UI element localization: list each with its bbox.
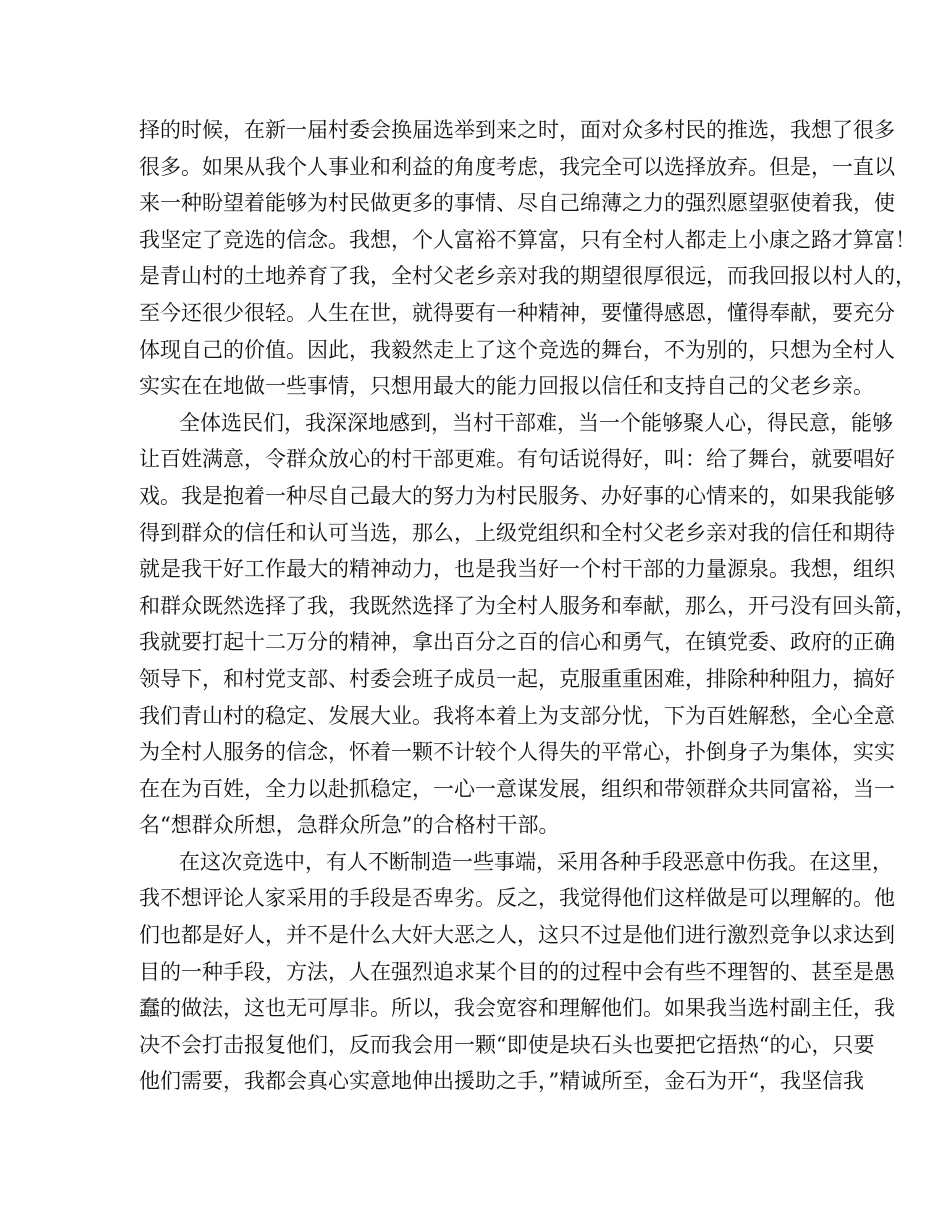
text-line: 和群众既然选择了我，我既然选择了为全村人服务和奉献，那么，开弓没有回头箭， — [139, 593, 916, 618]
text-line: 很多。如果从我个人事业和利益的角度考虑，我完全可以选择放弃。但是，一直以 — [139, 154, 895, 179]
text-line: 得到群众的信任和认可当选，那么，上级党组织和全村父老乡亲对我的信任和期待 — [139, 520, 895, 545]
text-line: 我们青山村的稳定、发展大业。我将本着上为支部分忧，下为百姓解愁，全心全意 — [139, 703, 895, 728]
text-line: 我就要打起十二万分的精神，拿出百分之百的信心和勇气，在镇党委、政府的正确 — [139, 630, 895, 655]
text-line: 领导下，和村党支部、村委会班子成员一起，克服重重困难，排除种种阻力，搞好 — [139, 666, 895, 691]
text-line: 他们需要，我都会真心实意地伸出援助之手，”精诚所至，金石为开“，我坚信我 — [139, 1069, 864, 1094]
text-line: 蠢的做法，这也无可厚非。所以，我会宽容和理解他们。如果我当选村副主任，我 — [139, 996, 895, 1021]
text-line: 实实在在地做一些事情，只想用最大的能力回报以信任和支持自己的父老乡亲。 — [139, 374, 874, 399]
text-line: 就是我干好工作最大的精神动力，也是我当好一个村干部的力量源泉。我想，组织 — [139, 557, 895, 582]
text-line: 们也都是好人，并不是什么大奸大恶之人，这只不过是他们进行激烈竞争以求达到 — [139, 923, 895, 948]
text-line: 决不会打击报复他们，反而我会用一颗“即使是块石头也要把它捂热“的心，只要 — [139, 1032, 875, 1057]
text-line: 至今还很少很轻。人生在世，就得要有一种精神，要懂得感恩，懂得奉献，要充分 — [139, 300, 895, 325]
text-line: 在这次竞选中，有人不断制造一些事端，采用各种手段恶意中伤我。在这里， — [179, 849, 893, 874]
text-line: 体现自己的价值。因此，我毅然走上了这个竞选的舞台，不为别的，只想为全村人 — [139, 337, 895, 362]
text-line: 来一种盼望着能够为村民做更多的事情、尽自己绵薄之力的强烈愿望驱使着我，使 — [139, 191, 895, 216]
text-line: 择的时候，在新一届村委会换届选举到来之时，面对众多村民的推选，我想了很多 — [139, 118, 895, 142]
body-text — [139, 112, 916, 1100]
text-line: 为全村人服务的信念，怀着一颗不计较个人得失的平常心，扑倒身子为集体，实实 — [139, 740, 895, 765]
text-line: 戏。我是抱着一种尽自己最大的努力为村民服务、办好事的心情来的，如果我能够 — [139, 483, 895, 508]
text-line: 在在为百姓，全力以赴抓稳定，一心一意谋发展，组织和带领群众共同富裕，当一 — [139, 776, 895, 801]
text-line: 我不想评论人家采用的手段是否卑劣。反之，我觉得他们这样做是可以理解的。他 — [139, 886, 895, 911]
text-line: 让百姓满意，令群众放心的村干部更难。有句话说得好，叫：给了舞台，就要唱好 — [139, 447, 895, 472]
text-line: 是青山村的土地养育了我，全村父老乡亲对我的期望很厚很远，而我回报以村人的， — [139, 264, 916, 289]
text-line: 我坚定了竞选的信念。我想，个人富裕不算富，只有全村人都走上小康之路才算富！ — [139, 227, 916, 252]
text-line: 全体选民们，我深深地感到，当村干部难，当一个能够聚人心，得民意，能够 — [179, 410, 893, 435]
text-line: 名“想群众所想，急群众所急”的合格村干部。 — [139, 813, 560, 838]
text-line: 目的一种手段，方法，人在强烈追求某个目的的过程中会有些不理智的、甚至是愚 — [139, 959, 895, 984]
